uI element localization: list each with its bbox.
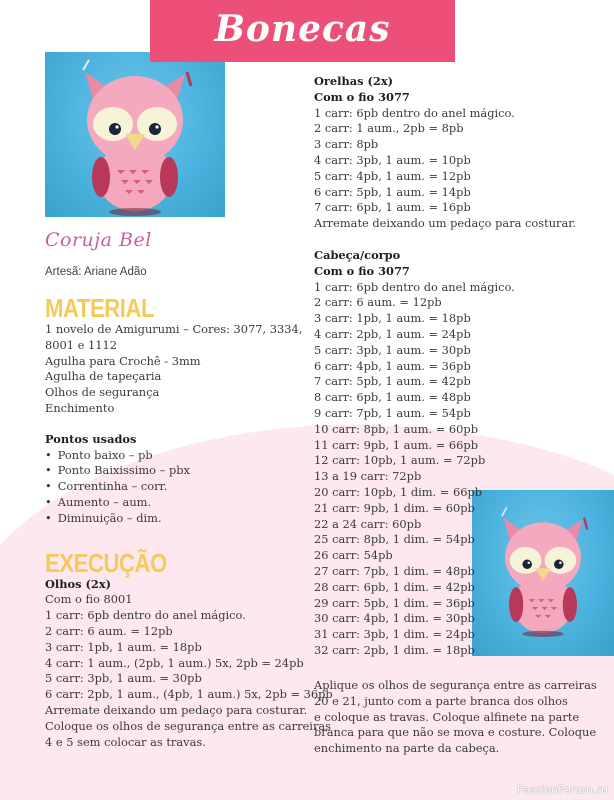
head-body-yarn: Com o fio 3077 (314, 263, 410, 278)
head-body-row: 5 carr: 3pb, 1 aum. = 30pb (314, 342, 471, 357)
head-body-row: 3 carr: 1pb, 1 aum. = 18pb (314, 311, 471, 326)
material-heading: MATERIAL (45, 293, 155, 323)
execution-heading: EXECUÇÃO (45, 547, 167, 578)
stitch-item: • Diminuição – dim. (45, 511, 305, 527)
ears-row: 4 carr: 3pb, 1 aum. = 10pb (314, 152, 471, 167)
ears-rows (314, 106, 604, 232)
head-body-row: 6 carr: 4pb, 1 aum. = 36pb (314, 358, 471, 373)
material-list (45, 322, 305, 417)
head-body-row: 27 carr: 7pb, 1 dim. = 48pb (314, 563, 475, 578)
head-body-row: 28 carr: 6pb, 1 dim. = 42pb (314, 579, 475, 594)
material-line: 1 novelo de Amigurumi – Cores: 3077, 3334, (45, 322, 303, 336)
head-body-row: 22 a 24 carr: 60pb (314, 516, 422, 531)
head-body-rows (314, 280, 604, 659)
head-body-row: 12 carr: 10pb, 1 aum. = 72pb (314, 453, 486, 468)
head-body-row: 32 carr: 2pb, 1 dim. = 18pb (314, 642, 475, 657)
pattern-name: Coruja Bel (45, 229, 152, 251)
note-line: Aplique os olhos de segurança entre as carreiras (314, 678, 597, 692)
eyes-yarn: Com o fio 8001 (45, 592, 133, 607)
right-column (314, 74, 604, 659)
eyes-row: 4 e 5 sem colocar as travas. (45, 734, 206, 749)
head-body-row: 26 carr: 54pb (314, 548, 393, 563)
material-line: Enchimento (45, 400, 115, 415)
left-column (45, 225, 333, 750)
head-body-row: 10 carr: 8pb, 1 aum. = 60pb (314, 421, 478, 436)
material-line: Agulha de tapeçaria (45, 369, 162, 384)
ears-row: 5 carr: 4pb, 1 aum. = 12pb (314, 168, 471, 183)
ears-yarn: Com o fio 3077 (314, 89, 410, 104)
head-body-row: 21 carr: 9pb, 1 dim. = 60pb (314, 500, 475, 515)
head-body-row: 20 carr: 10pb, 1 dim. = 66pb (314, 484, 483, 499)
head-body-row: 30 carr: 4pb, 1 dim. = 30pb (314, 611, 475, 626)
head-body-row: 11 carr: 9pb, 1 aum. = 66pb (314, 437, 478, 452)
head-body-row: 4 carr: 2pb, 1 aum. = 24pb (314, 326, 471, 341)
eyes-row: 4 carr: 1 aum., (2pb, 1 aum.) 5x, 2pb = 24pb (45, 655, 304, 670)
stitch-item: • Correntinha – corr. (45, 479, 305, 495)
note-line: enchimento na parte da cabeça. (314, 741, 500, 756)
ears-row: 2 carr: 1 aum., 2pb = 8pb (314, 121, 464, 136)
stitches-heading: Pontos usados (45, 431, 137, 446)
ears-row: 3 carr: 8pb (314, 137, 379, 152)
eyes-row: 5 carr: 3pb, 1 aum. = 30pb (45, 671, 202, 686)
stitch-item: • Ponto baixo – pb (45, 448, 305, 464)
note-line: e coloque as travas. Coloque alfinete na parte (314, 709, 580, 724)
eyes-rows (45, 608, 333, 750)
eyes-row: 2 carr: 6 aum. = 12pb (45, 623, 173, 638)
head-body-title: Cabeça/corpo (314, 247, 401, 262)
eyes-row: 1 carr: 6pb dentro do anel mágico. (45, 608, 246, 623)
ears-title: Orelhas (2x) (314, 74, 394, 88)
material-line: Olhos de segurança (45, 385, 160, 400)
eyes-title: Olhos (2x) (45, 576, 112, 591)
head-body-note (314, 678, 597, 757)
note-line: 20 e 21, junto com a parte branca dos olhos (314, 693, 568, 708)
head-body-row: 2 carr: 6 aum. = 12pb (314, 295, 442, 310)
material-line: 8001 e 1112 (45, 337, 117, 352)
page-title: Bonecas (214, 8, 391, 50)
eyes-row: Arremate deixando um pedaço para costurar. (45, 702, 308, 717)
header-banner (150, 0, 455, 62)
watermark: PassionForum.ru (517, 783, 608, 796)
head-body-row: 25 carr: 8pb, 1 dim. = 54pb (314, 532, 475, 547)
stitch-item: • Ponto Baixissimo – pbx (45, 463, 305, 479)
ears-row: 6 carr: 5pb, 1 aum. = 14pb (314, 184, 471, 199)
eyes-row: Coloque os olhos de segurança entre as carreiras (45, 718, 332, 733)
head-body-row: 13 a 19 carr: 72pb (314, 469, 422, 484)
head-body-row: 8 carr: 6pb, 1 aum. = 48pb (314, 390, 471, 405)
head-body-row: 29 carr: 5pb, 1 dim. = 36pb (314, 595, 475, 610)
artisan-credit: Artesã: Ariane Adão (45, 266, 147, 278)
owl-illustration-icon (45, 52, 225, 217)
material-line: Agulha para Crochê - 3mm (45, 353, 201, 368)
eyes-row: 3 carr: 1pb, 1 aum. = 18pb (45, 639, 202, 654)
ears-row: Arremate deixando um pedaço para costurar. (314, 216, 577, 231)
head-body-row: 31 carr: 3pb, 1 dim. = 24pb (314, 627, 475, 642)
stitches-list (45, 448, 305, 527)
head-body-row: 9 carr: 7pb, 1 aum. = 54pb (314, 405, 471, 420)
ears-row: 1 carr: 6pb dentro do anel mágico. (314, 105, 515, 120)
eyes-row: 6 carr: 2pb, 1 aum., (4pb, 1 aum.) 5x, 2pb = 36pb (45, 687, 333, 702)
head-body-row: 1 carr: 6pb dentro do anel mágico. (314, 279, 515, 294)
note-line: branca para que não se mova e costure. Coloque (314, 725, 597, 740)
owl-photo-main (45, 52, 225, 217)
stitch-item: • Aumento – aum. (45, 495, 305, 511)
head-body-row: 7 carr: 5pb, 1 aum. = 42pb (314, 374, 471, 389)
ears-row: 7 carr: 6pb, 1 aum. = 16pb (314, 200, 471, 215)
